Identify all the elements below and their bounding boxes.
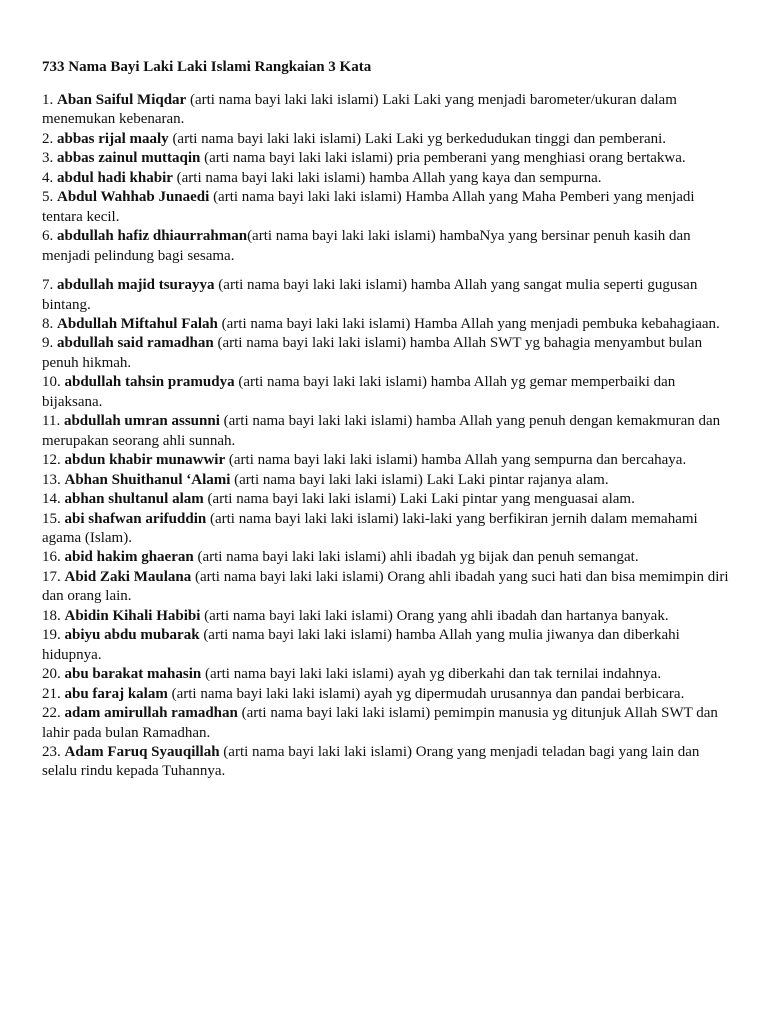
list-item xyxy=(42,471,732,490)
entry-name: abiyu abdu mubarak xyxy=(64,627,200,644)
entry-number: 19. xyxy=(42,627,61,644)
list-item xyxy=(42,373,732,412)
entry-name: Abhan Shuithanul ‘Alami xyxy=(64,471,231,488)
entry-description: (arti nama bayi laki laki islami) hamba Allah yang penuh dengan kemakmuran dan merupakan seorang ahli sunnah. xyxy=(42,413,721,449)
entry-description: (arti nama bayi laki laki islami) Laki Laki yang menjadi barometer/ukuran dalam menemukan kebenaran. xyxy=(42,92,677,128)
entry-description: (arti nama bayi laki laki islami) Orang yang menjadi teladan bagi yang lain dan selalu rindu kepada Tuhannya. xyxy=(42,743,700,780)
entry-name: abbas zainul muttaqin xyxy=(57,150,201,167)
list-item xyxy=(42,412,732,451)
entry-number: 23. xyxy=(42,743,61,760)
entry-name: Abid Zaki Maulana xyxy=(64,568,192,585)
entry-description: (arti nama bayi laki laki islami) Laki Laki yg berkedudukan tinggi dan pemberani. xyxy=(168,130,667,147)
entry-description: (arti nama bayi laki laki islami) Laki Laki pintar yang menguasai alam. xyxy=(203,491,635,508)
entry-number: 16. xyxy=(42,549,61,566)
entry-number: 5. xyxy=(42,189,54,206)
entry-description: (arti nama bayi laki laki islami) Laki Laki pintar rajanya alam. xyxy=(230,471,609,488)
entry-description: (arti nama bayi laki laki islami) pemimpin manusia yg ditunjuk Allah SWT dan lahir pada bulan Ramadhan. xyxy=(42,705,718,741)
entry-name: adam amirullah ramadhan xyxy=(64,705,238,722)
entry-name: abi shafwan arifuddin xyxy=(64,510,207,527)
entry-number: 3. xyxy=(42,150,54,167)
entry-description: (arti nama bayi laki laki islami) ayah yg dipermudah urusannya dan pandai berbicara. xyxy=(167,685,685,702)
entry-name: abdullah umran assunni xyxy=(63,413,220,430)
list-item xyxy=(42,743,732,782)
entry-name: Adam Faruq Syauqillah xyxy=(64,743,220,760)
entry-number: 18. xyxy=(42,607,61,624)
list-item xyxy=(42,169,732,188)
entry-number: 21. xyxy=(42,685,61,702)
entry-number: 6. xyxy=(42,228,54,245)
entry-number: 10. xyxy=(42,374,61,391)
entry-number: 17. xyxy=(42,568,61,585)
entry-number: 1. xyxy=(42,92,54,108)
entry-description: (arti nama bayi laki laki islami) Orang yang ahli ibadah dan hartanya banyak. xyxy=(200,607,669,624)
entry-name: abid hakim ghaeran xyxy=(64,549,194,566)
entry-description: (arti nama bayi laki laki islami) hamba Allah yang sempurna dan bercahaya. xyxy=(225,452,687,469)
list-item xyxy=(42,490,732,509)
entry-name: abdullah majid tsurayya xyxy=(57,277,215,294)
entry-number: 15. xyxy=(42,510,61,527)
list-item xyxy=(42,685,732,704)
list-item xyxy=(42,568,732,607)
list-item xyxy=(42,665,732,684)
entry-name: abdul hadi khabir xyxy=(57,169,173,186)
document-title: 733 Nama Bayi Laki Laki Islami Rangkaian 3 Kata xyxy=(42,59,372,75)
entry-number: 7. xyxy=(42,277,54,294)
entry-description: (arti nama bayi laki laki islami) hamba Allah yang sangat mulia seperti gugusan bintang. xyxy=(42,277,698,313)
list-item xyxy=(42,607,732,626)
entry-name: Abdul Wahhab Junaedi xyxy=(57,189,210,206)
entry-description: (arti nama bayi laki laki islami) pria pemberani yang menghiasi orang bertakwa. xyxy=(200,150,686,167)
list-item xyxy=(42,548,732,567)
entry-number: 22. xyxy=(42,705,61,722)
entry-name: abdun khabir munawwir xyxy=(64,452,226,469)
list-item xyxy=(42,188,732,227)
list-item xyxy=(42,149,732,168)
list-item xyxy=(42,130,732,149)
entry-description: (arti nama bayi laki laki islami) Hamba Allah yang Maha Pemberi yang menjadi tentara kecil. xyxy=(42,189,695,225)
entry-name: abbas rijal maaly xyxy=(57,130,169,147)
entry-name: Aban Saiful Miqdar xyxy=(57,92,187,108)
entry-name: Abdullah Miftahul Falah xyxy=(57,315,218,332)
entry-name: abdullah hafiz dhiaurrahman xyxy=(57,228,248,245)
paragraph-gap xyxy=(42,266,732,276)
entry-number: 8. xyxy=(42,315,54,332)
entry-description: (arti nama bayi laki laki islami) hamba Allah yang mulia jiwanya dan diberkahi hidupnya. xyxy=(42,627,680,663)
list-item xyxy=(42,91,732,130)
entry-description: (arti nama bayi laki laki islami) ahli ibadah yg bijak dan penuh semangat. xyxy=(193,549,639,566)
entry-number: 14. xyxy=(42,491,61,508)
entry-name: abdullah said ramadhan xyxy=(57,335,214,352)
entry-number: 4. xyxy=(42,169,54,186)
list-item xyxy=(42,704,732,743)
entry-number: 13. xyxy=(42,471,61,488)
entry-number: 12. xyxy=(42,452,61,469)
entry-description: (arti nama bayi laki laki islami) hamba Allah SWT yg bahagia menyambut bulan penuh hikmah. xyxy=(42,335,703,371)
entry-name: abu barakat mahasin xyxy=(64,666,202,683)
list-item xyxy=(42,227,732,266)
entry-description: (arti nama bayi laki laki islami) hamba Allah yg gemar memperbaiki dan bijaksana. xyxy=(42,374,676,410)
entry-description: (arti nama bayi laki laki islami) Hamba Allah yang menjadi pembuka kebahagiaan. xyxy=(217,315,720,332)
entry-description: (arti nama bayi laki laki islami) hambaNya yang bersinar penuh kasih dan menjadi pelindung bagi sesama. xyxy=(42,228,691,264)
list-item xyxy=(42,334,732,373)
list-item xyxy=(42,626,732,665)
entry-description: (arti nama bayi laki laki islami) Orang ahli ibadah yang suci hati dan bisa memimpin diri dan orang lain. xyxy=(42,568,729,605)
entry-number: 11. xyxy=(42,413,61,430)
entry-list xyxy=(42,91,732,782)
list-item xyxy=(42,276,732,315)
entry-number: 2. xyxy=(42,130,54,147)
entry-description: (arti nama bayi laki laki islami) hamba Allah yang kaya dan sempurna. xyxy=(172,169,602,186)
list-item xyxy=(42,315,732,334)
entry-number: 9. xyxy=(42,335,54,352)
entry-description: (arti nama bayi laki laki islami) laki-laki yang berfikiran jernih dalam memahami agama (Islam). xyxy=(42,510,698,546)
entry-name: abu faraj kalam xyxy=(64,685,168,702)
document-page xyxy=(42,58,732,782)
entry-number: 20. xyxy=(42,666,61,683)
entry-name: abhan shultanul alam xyxy=(64,491,204,508)
list-item xyxy=(42,451,732,470)
entry-name: abdullah tahsin pramudya xyxy=(64,374,235,391)
entry-description: (arti nama bayi laki laki islami) ayah yg diberkahi dan tak ternilai indahnya. xyxy=(201,666,662,683)
list-item xyxy=(42,510,732,549)
entry-name: Abidin Kihali Habibi xyxy=(64,607,201,624)
